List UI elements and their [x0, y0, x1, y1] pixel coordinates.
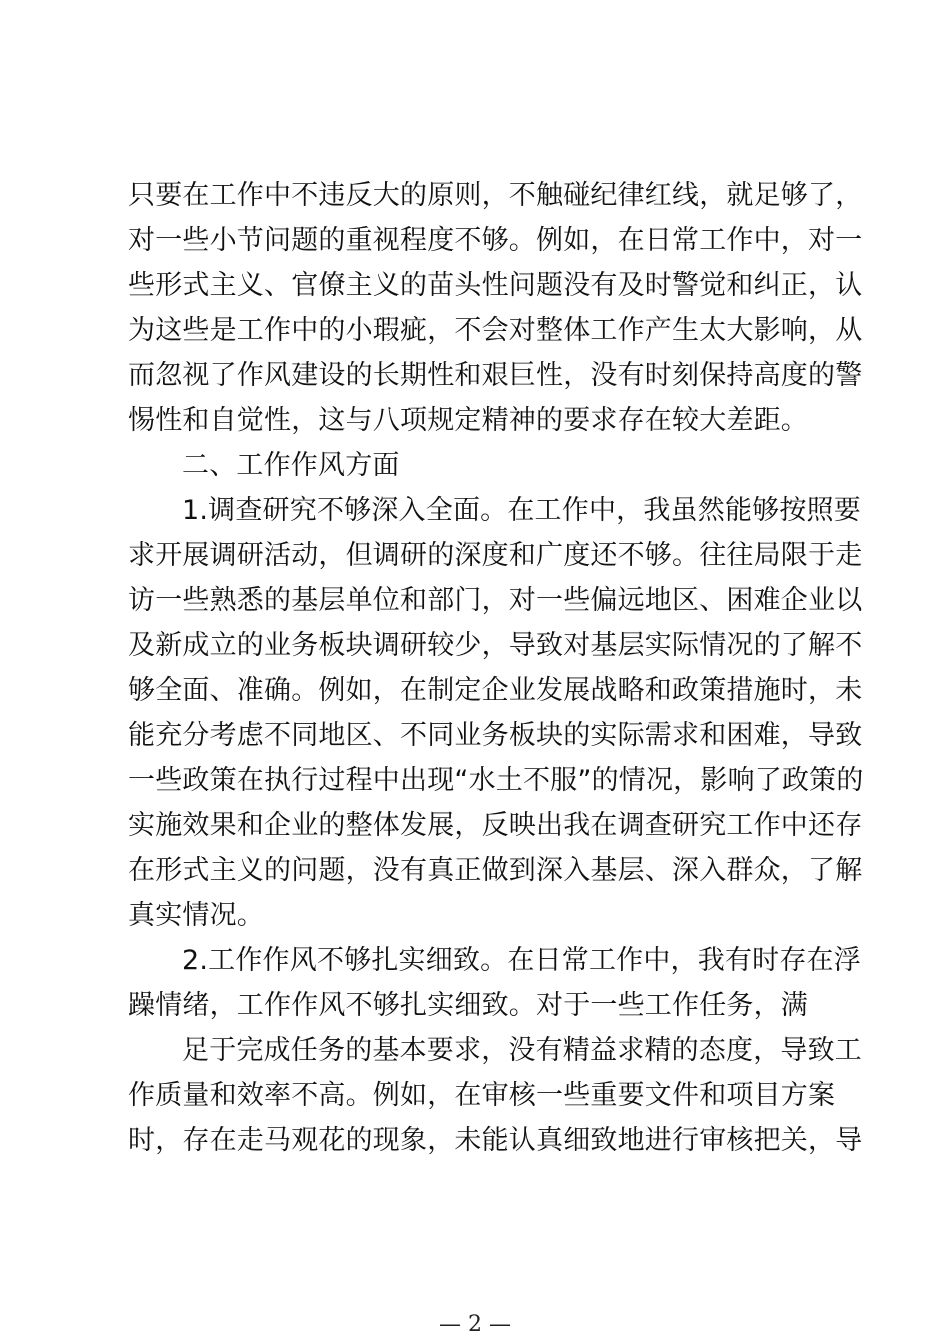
text-line: 些形式主义、官僚主义的苗头性问题没有及时警觉和纠正，认 — [128, 270, 863, 301]
text-line: 惕性和自觉性，这与八项规定精神的要求存在较大差距。 — [128, 405, 808, 436]
section-heading: 二、工作作风方面 — [182, 450, 400, 481]
text-line: 一些政策在执行过程中出现“水土不服”的情况，影响了政策的 — [128, 765, 864, 796]
text-line: 对一些小节问题的重视程度不够。例如，在日常工作中，对一 — [128, 225, 863, 256]
paragraph-start-line: 2.工作作风不够扎实细致。在日常工作中，我有时存在浮 — [182, 945, 861, 976]
text-line: 为这些是工作中的小瑕疵，不会对整体工作产生太大影响，从 — [128, 315, 863, 346]
text-line: 访一些熟悉的基层单位和部门，对一些偏远地区、困难企业以 — [128, 585, 863, 616]
text-line: 而忽视了作风建设的长期性和艰巨性，没有时刻保持高度的警 — [128, 360, 863, 391]
text-line: 真实情况。 — [128, 900, 264, 931]
text-line: 在形式主义的问题，没有真正做到深入基层、深入群众，了解 — [128, 855, 863, 886]
text-line: 只要在工作中不违反大的原则，不触碰纪律红线，就足够了， — [128, 180, 863, 211]
text-line: 够全面、准确。例如，在制定企业发展战略和政策措施时，未 — [128, 675, 863, 706]
text-line: 及新成立的业务板块调研较少，导致对基层实际情况的了解不 — [128, 630, 863, 661]
paragraph-start-line: 足于完成任务的基本要求，没有精益求精的态度，导致工 — [182, 1035, 862, 1066]
text-line: 求开展调研活动，但调研的深度和广度还不够。往往局限于走 — [128, 540, 863, 571]
page-number: — 2 — — [439, 1312, 511, 1337]
paragraph-start-line: 1.调查研究不够深入全面。在工作中，我虽然能够按照要 — [182, 495, 861, 526]
text-line: 能充分考虑不同地区、不同业务板块的实际需求和困难，导致 — [128, 720, 863, 751]
text-line: 作质量和效率不高。例如，在审核一些重要文件和项目方案 — [128, 1080, 836, 1111]
text-line: 实施效果和企业的整体发展，反映出我在调查研究工作中还存 — [128, 810, 863, 841]
text-line: 时，存在走马观花的现象，未能认真细致地进行审核把关，导 — [128, 1125, 863, 1156]
text-line: 躁情绪，工作作风不够扎实细致。对于一些工作任务，满 — [128, 990, 808, 1021]
